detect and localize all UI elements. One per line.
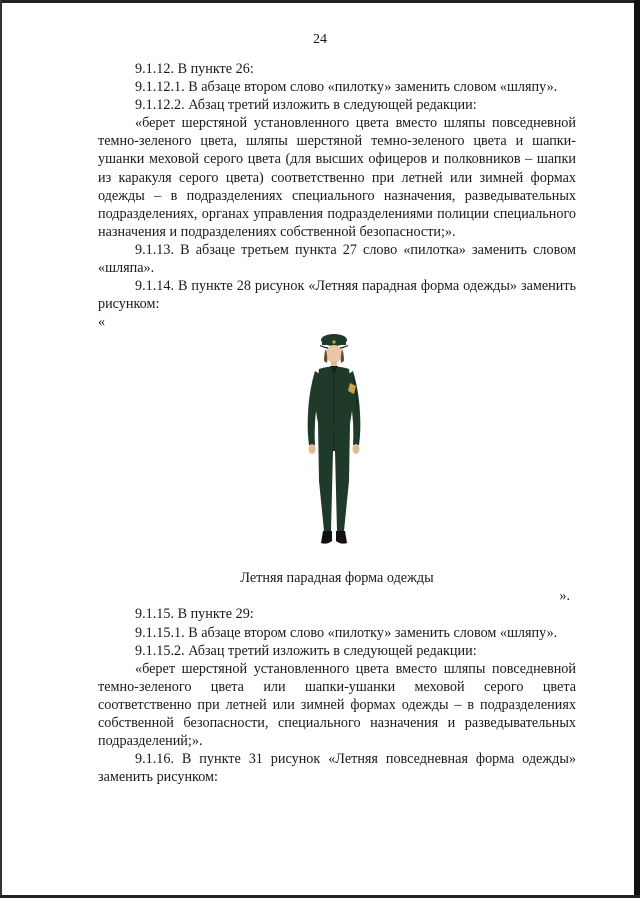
scan-edge-right	[634, 0, 640, 898]
figure-area	[98, 331, 576, 563]
paragraph-9-1-15: 9.1.15. В пункте 29:	[135, 606, 254, 623]
paragraph-9-1-14: 9.1.14. В пункте 28 рисунок «Летняя парадная форма одежды» заменить рисунком:	[98, 278, 576, 313]
scan-edge-left	[0, 0, 2, 898]
paragraph-9-1-13: 9.1.13. В абзаце третьем пункта 27 слово «пилотка» заменить словом «шляпа».	[98, 241, 576, 277]
document-body	[98, 60, 576, 786]
female-officer-uniform-icon	[293, 331, 373, 563]
paragraph-9-1-12-1: 9.1.12.1. В абзаце втором слово «пилотку» заменить словом «шляпу».	[135, 79, 558, 96]
paragraph-9-1-15-1: 9.1.15.1. В абзаце втором слово «пилотку» заменить словом «шляпу».	[135, 624, 558, 641]
paragraph-quote-beret-2: «берет шерстяной установленного цвета вместо шляпы повседневной темно-зеленого цвета или шапки-ушанки меховой серого цвета соответственно при летней или зимней формах одежды – в подразделениях собственной безопасности, специального назначения и разведывательных подразделений;».	[98, 660, 576, 750]
figure-caption: Летняя парадная форма одежды	[240, 570, 434, 587]
quote-close-mark: ».	[559, 588, 570, 605]
quote-open-mark: «	[98, 314, 106, 331]
paragraph-quote-beret-1: «берет шерстяной установленного цвета вместо шляпы повседневной темно-зеленого цвета, шляпы шерстяной темно-зеленого цвета и шапки-ушанки меховой серого цвета (для высших офицеров и полковников – шапки из каракуля серого цвета) соответственно при летней или зимней формах одежды – в подразделениях специального назначения, разведывательных подразделениях, органах управления подразделениями полиции специального назначения и подразделениях собственной безопасности;».	[98, 115, 576, 240]
paragraph-9-1-12: 9.1.12. В пункте 26:	[135, 61, 254, 77]
scan-edge-top	[0, 0, 640, 3]
paragraph-9-1-16: 9.1.16. В пункте 31 рисунок «Летняя повседневная форма одежды» заменить рисунком:	[98, 751, 576, 786]
paragraph-9-1-12-2: 9.1.12.2. Абзац третий изложить в следующей редакции:	[135, 97, 477, 114]
paragraph-9-1-15-2: 9.1.15.2. Абзац третий изложить в следующей редакции:	[135, 642, 477, 659]
page-number: 24	[313, 32, 327, 47]
